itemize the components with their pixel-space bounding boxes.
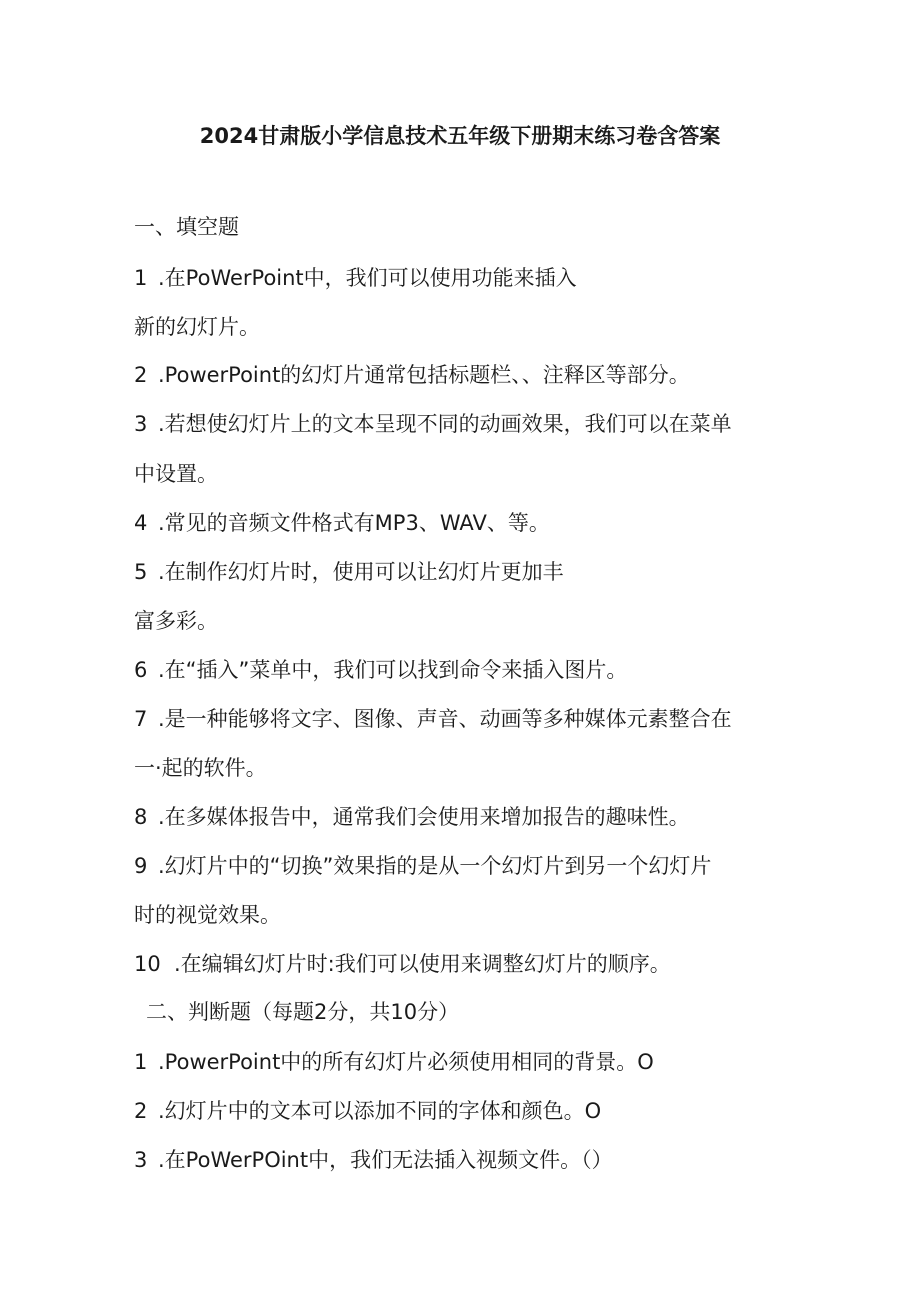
question-7	[134, 701, 814, 737]
question-text: .在多媒体报告中，通常我们会使用来增加报告的趣味性。	[158, 805, 690, 829]
question-number: 10	[134, 952, 161, 976]
question-number: 8	[134, 805, 148, 829]
question-text: .在PoWerPOint中，我们无法插入视频文件。（）	[158, 1148, 613, 1172]
question-number: 4	[134, 511, 148, 535]
question-text: .幻灯片中的文本可以添加不同的字体和颜色。O	[158, 1099, 602, 1123]
question-text: .PowerPoint的幻灯片通常包括标题栏、、注释区等部分。	[158, 363, 690, 387]
question-number: 3	[134, 1148, 148, 1172]
section-heading-fill-in: 一、填空题	[134, 215, 239, 239]
question-6	[134, 652, 814, 688]
question-10	[134, 946, 814, 982]
question-number: 5	[134, 560, 148, 584]
question-text: .在PoWerPoint中，我们可以使用功能来插入	[158, 266, 577, 290]
question-text: .幻灯片中的“切换”效果指的是从一个幻灯片到另一个幻灯片	[158, 854, 712, 878]
question-number: 6	[134, 658, 148, 682]
question-number: 1	[134, 266, 148, 290]
tf-question-3	[134, 1142, 814, 1178]
question-text: .在制作幻灯片时，使用可以让幻灯片更加丰	[158, 560, 564, 584]
question-1-continuation: 新的幻灯片。	[134, 315, 260, 339]
question-3	[134, 406, 814, 442]
question-5-continuation: 富多彩。	[134, 609, 218, 633]
question-number: 3	[134, 412, 148, 436]
question-8	[134, 799, 814, 835]
question-text: .常见的音频文件格式有MP3、WAV、等。	[158, 511, 550, 535]
question-9	[134, 848, 814, 884]
question-number: 1	[134, 1050, 148, 1074]
question-text: .在“插入”菜单中，我们可以找到命令来插入图片。	[158, 658, 628, 682]
question-9-continuation: 时的视觉效果。	[134, 903, 281, 927]
question-number: 2	[134, 363, 148, 387]
section-heading-true-false: 二、判断题（每题2分，共10分）	[146, 1000, 460, 1024]
question-text: .在编辑幻灯片时:我们可以使用来调整幻灯片的顺序。	[174, 952, 671, 976]
question-4	[134, 505, 814, 541]
question-number: 2	[134, 1099, 148, 1123]
question-text: .若想使幻灯片上的文本呈现不同的动画效果，我们可以在菜单	[158, 412, 732, 436]
question-3-continuation: 中设置。	[134, 462, 218, 486]
question-number: 7	[134, 707, 148, 731]
tf-question-1	[134, 1044, 814, 1080]
question-7-continuation: 一·起的软件。	[134, 756, 267, 780]
question-text: .是一种能够将文字、图像、声音、动画等多种媒体元素整合在	[158, 707, 732, 731]
document-title: 2024甘肃版小学信息技术五年级下册期末练习卷含答案	[199, 124, 721, 148]
question-number: 9	[134, 854, 148, 878]
tf-question-2	[134, 1093, 814, 1129]
question-text: .PowerPoint中的所有幻灯片必须使用相同的背景。O	[158, 1050, 654, 1074]
question-1	[134, 260, 814, 296]
question-5	[134, 554, 814, 590]
question-2	[134, 357, 814, 393]
